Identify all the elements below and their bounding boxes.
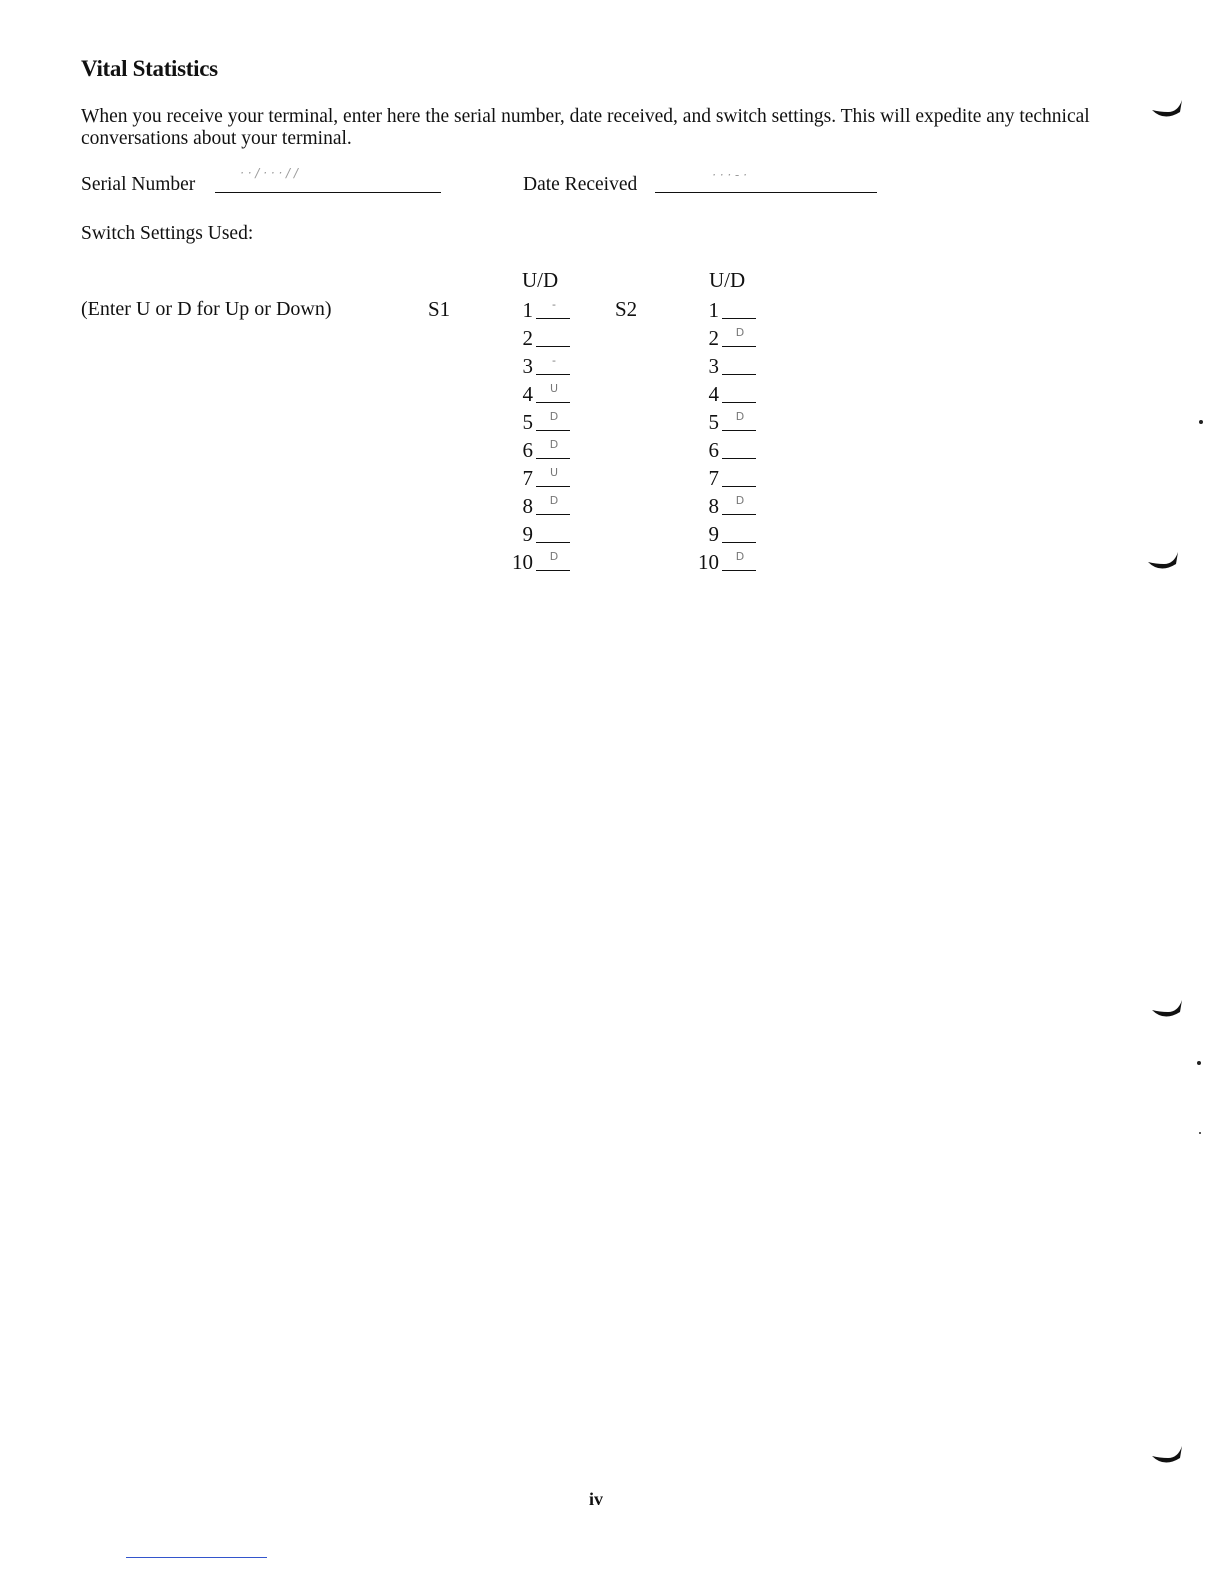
switch-setting-blank[interactable] [722, 430, 756, 431]
speck [1197, 1061, 1201, 1065]
switch-row [682, 410, 762, 438]
switch-number: 10 [512, 550, 533, 574]
intro-paragraph: When you receive your terminal, enter here the serial number, date received, and switch settings. This will expedite any technical conversations about your terminal. [81, 106, 1090, 149]
switch-setting-mark: - [552, 354, 556, 367]
switch-number: 2 [522, 326, 533, 350]
switch-row [496, 550, 576, 578]
binder-hole-mark [1150, 98, 1186, 122]
switch-row [496, 466, 576, 494]
switch-row [496, 326, 576, 354]
switch-setting-mark: D [549, 550, 559, 563]
switch-bank-s1-ud-header: U/D [522, 268, 559, 292]
switch-setting-blank[interactable] [722, 542, 756, 543]
switch-setting-blank[interactable] [722, 318, 756, 319]
switch-setting-blank[interactable] [536, 542, 570, 543]
switch-setting-mark: U [549, 466, 559, 479]
switch-setting-blank[interactable] [722, 346, 756, 347]
binder-hole-mark [1150, 998, 1186, 1022]
switch-number: 3 [522, 354, 533, 378]
switch-number: 6 [522, 438, 533, 462]
switch-bank-s2-label: S2 [615, 297, 638, 321]
switch-setting-mark: D [735, 410, 745, 423]
switch-setting-mark: D [549, 438, 559, 451]
footer-rule [126, 1557, 267, 1558]
switch-setting-blank[interactable] [536, 570, 570, 571]
switch-row [496, 382, 576, 410]
switch-setting-blank[interactable] [722, 402, 756, 403]
switch-row [496, 522, 576, 550]
switch-number: 5 [522, 410, 533, 434]
switch-setting-blank[interactable] [722, 514, 756, 515]
switch-number: 1 [708, 298, 719, 322]
switch-number: 5 [708, 410, 719, 434]
switch-number: 4 [522, 382, 533, 406]
switch-row [682, 438, 762, 466]
switch-row [682, 494, 762, 522]
switch-bank-s1-label: S1 [428, 297, 451, 321]
switch-bank-s2-ud-header: U/D [709, 268, 746, 292]
switch-setting-blank[interactable] [722, 570, 756, 571]
switch-number: 8 [708, 494, 719, 518]
switch-setting-mark: D [549, 410, 559, 423]
switch-setting-blank[interactable] [722, 374, 756, 375]
switch-number: 9 [708, 522, 719, 546]
switch-row [496, 298, 576, 326]
switch-setting-mark: D [735, 494, 745, 507]
switch-setting-blank[interactable] [722, 486, 756, 487]
switch-row [496, 354, 576, 382]
switch-setting-blank[interactable] [536, 374, 570, 375]
switch-row [682, 522, 762, 550]
switch-setting-mark: D [735, 326, 745, 339]
switch-number: 2 [708, 326, 719, 350]
switch-row [496, 494, 576, 522]
switch-number: 6 [708, 438, 719, 462]
date-received-faint-writing: · · · - · [712, 168, 747, 182]
switch-number: 4 [708, 382, 719, 406]
switch-setting-blank[interactable] [536, 402, 570, 403]
switch-row [682, 382, 762, 410]
serial-number-faint-writing: · · / · · · / / [240, 166, 298, 180]
switch-row [682, 550, 762, 578]
switch-setting-mark: D [735, 550, 745, 563]
switch-settings-heading: Switch Settings Used: [81, 223, 254, 244]
serial-number-field[interactable] [215, 192, 441, 193]
switch-setting-mark: U [549, 382, 559, 395]
switch-setting-blank[interactable] [536, 430, 570, 431]
switch-row [682, 298, 762, 326]
binder-hole-mark [1146, 550, 1182, 574]
switch-row [496, 410, 576, 438]
switch-setting-blank[interactable] [722, 458, 756, 459]
date-received-label: Date Received [523, 174, 638, 195]
switch-setting-blank[interactable] [536, 346, 570, 347]
switch-number: 9 [522, 522, 533, 546]
switch-number: 8 [522, 494, 533, 518]
switch-number: 7 [708, 466, 719, 490]
switch-number: 7 [522, 466, 533, 490]
switch-setting-mark: - [552, 298, 556, 311]
switch-instruction: (Enter U or D for Up or Down) [81, 298, 332, 320]
switch-number: 10 [698, 550, 719, 574]
binder-hole-mark [1150, 1444, 1186, 1468]
switch-setting-blank[interactable] [536, 318, 570, 319]
serial-number-label: Serial Number [81, 174, 196, 195]
switch-setting-blank[interactable] [536, 486, 570, 487]
page-title: Vital Statistics [81, 56, 218, 81]
switch-number: 3 [708, 354, 719, 378]
date-received-field[interactable] [655, 192, 877, 193]
switch-row [682, 326, 762, 354]
speck [1199, 420, 1203, 424]
switch-setting-mark: D [549, 494, 559, 507]
switch-row [682, 354, 762, 382]
switch-row [496, 438, 576, 466]
switch-number: 1 [522, 298, 533, 322]
switch-row [682, 466, 762, 494]
switch-setting-blank[interactable] [536, 514, 570, 515]
speck [1199, 1132, 1201, 1134]
page-number: iv [588, 1489, 603, 1509]
switch-setting-blank[interactable] [536, 458, 570, 459]
